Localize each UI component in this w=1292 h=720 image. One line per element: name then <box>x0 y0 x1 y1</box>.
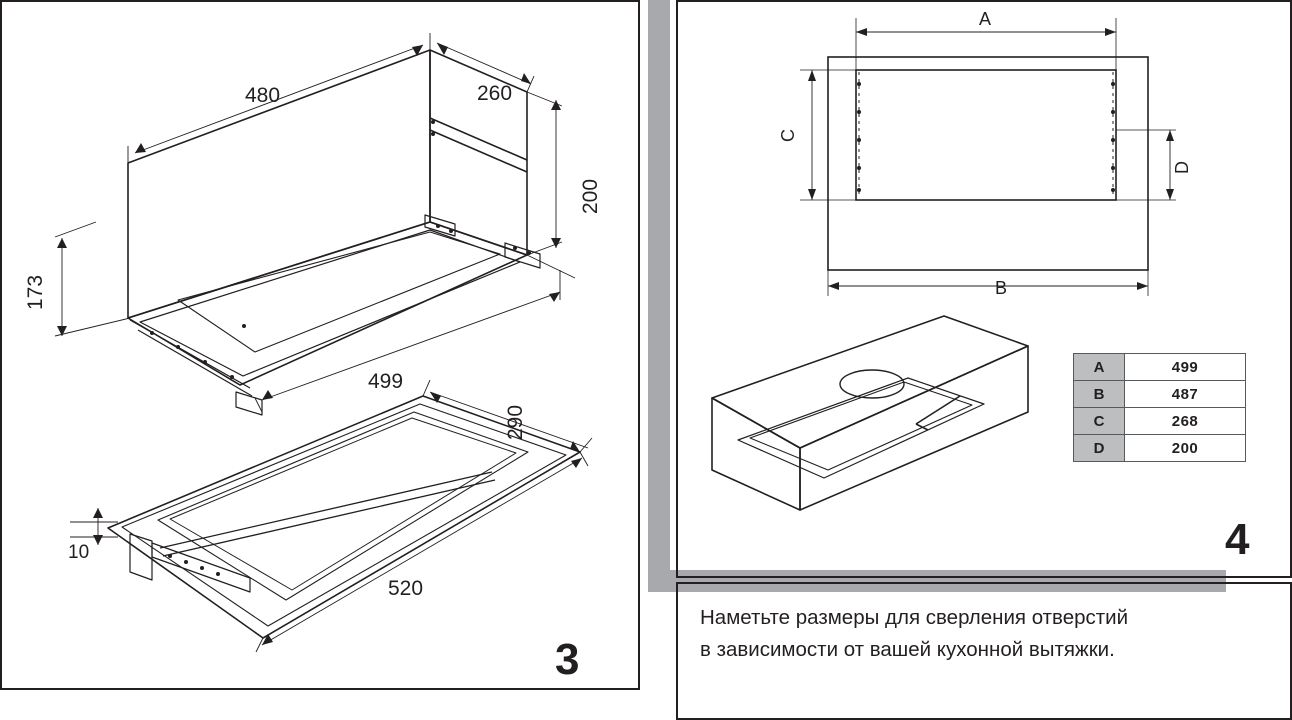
cabinet-iso-top <box>712 316 1028 448</box>
caption-text <box>700 602 1280 666</box>
cabinet-iso-front <box>712 398 800 510</box>
drill-label-a: A <box>979 9 992 29</box>
table-cell-value: 200 <box>1125 435 1246 462</box>
table-row <box>1074 435 1246 462</box>
table-cell-key: D <box>1074 435 1125 462</box>
step-number-3: 3 <box>555 635 580 684</box>
caption-line-1: Наметьте размеры для сверления отверстий <box>700 606 1129 629</box>
decorative-band-vertical <box>648 0 670 592</box>
table-row <box>1074 408 1246 435</box>
dim-label-10: 10 <box>68 542 90 563</box>
cutout-outline <box>856 70 1116 200</box>
cabinet-outline <box>828 57 1148 270</box>
dim-label-520: 520 <box>388 577 424 600</box>
cabinet-iso-right <box>800 346 1028 510</box>
drill-label-c: C <box>778 129 798 142</box>
table-cell-key: B <box>1074 381 1125 408</box>
drill-label-b: B <box>995 278 1008 298</box>
table-cell-value: 268 <box>1125 408 1246 435</box>
dim-label-173: 173 <box>24 274 47 310</box>
enclosure-right-face <box>430 50 527 255</box>
enclosure-bottom-flange <box>128 222 527 385</box>
caption-line-2: в зависимости от вашей кухонной вытяжки. <box>700 637 1115 661</box>
step-number-4: 4 <box>1225 515 1250 564</box>
dim-label-260: 260 <box>477 82 513 105</box>
dimension-value-table <box>1073 353 1246 462</box>
drill-label-d: D <box>1172 161 1192 174</box>
step4-drawing <box>676 0 1292 578</box>
table-cell-key: C <box>1074 408 1125 435</box>
table-row <box>1074 354 1246 381</box>
dim-label-290: 290 <box>504 404 527 440</box>
table-cell-key: A <box>1074 354 1125 381</box>
table-cell-value: 499 <box>1125 354 1246 381</box>
dim-label-480: 480 <box>245 84 281 107</box>
dim-label-200: 200 <box>579 178 602 214</box>
step3-drawing <box>0 0 640 690</box>
table-row <box>1074 381 1246 408</box>
table-cell-value: 487 <box>1125 381 1246 408</box>
dim-label-499: 499 <box>368 370 404 393</box>
